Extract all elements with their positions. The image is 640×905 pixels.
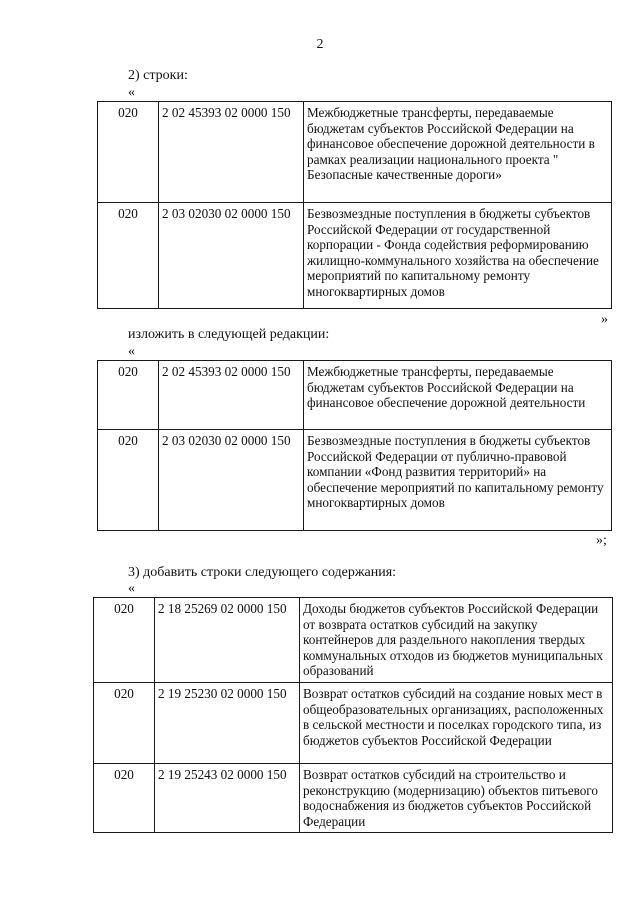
row-kbk: 2 19 25230 02 0000 150 xyxy=(155,682,300,763)
table-row xyxy=(94,598,613,683)
row-text: Возврат остатков субсидий на создание новых мест в общеобразовательных организациях, расположенных в сельской местности и поселках городского типа, из бюджетов субъектов Российской Федерации xyxy=(300,682,613,763)
row-text: Межбюджетные трансферты, передаваемые бюджетам субъектов Российской Федерации на финансовое обеспечение дорожной деятельности xyxy=(304,361,612,430)
section3-heading: 3) добавить строки следующего содержания: xyxy=(128,565,397,580)
row-kbk: 2 03 02030 02 0000 150 xyxy=(159,430,304,531)
new-wording-open-quote: « xyxy=(128,344,135,359)
table-row xyxy=(98,102,612,203)
row-kbk: 2 18 25269 02 0000 150 xyxy=(155,598,300,683)
row-code: 020 xyxy=(98,430,159,531)
section2-table xyxy=(97,101,612,309)
row-text: Межбюджетные трансферты, передаваемые бюджетам субъектов Российской Федерации на финансовое обеспечение дорожной деятельности в рамках реализации национального проекта " Безопасные качественные дороги» xyxy=(304,102,612,203)
section2-close-quote: » xyxy=(601,312,608,327)
table-row xyxy=(98,361,612,430)
page-number: 2 xyxy=(316,37,324,52)
row-code: 020 xyxy=(94,598,155,683)
row-code: 020 xyxy=(94,763,155,832)
section2-open-quote: « xyxy=(128,85,135,100)
row-text: Безвозмездные поступления в бюджеты субъектов Российской Федерации от государственной корпорации - Фонда содействия реформированию жилищно-коммунального хозяйства на обеспечение мероприятий по капитальному ремонту многоквартирных домов xyxy=(304,203,612,309)
row-kbk: 2 19 25243 02 0000 150 xyxy=(155,763,300,832)
row-text: Доходы бюджетов субъектов Российской Федерации от возврата остатков субсидий на закупку контейнеров для раздельного накопления твердых коммунальных отходов из бюджетов муниципальных образований xyxy=(300,598,613,683)
row-text: Безвозмездные поступления в бюджеты субъектов Российской Федерации от публично-правовой компании «Фонд развития территорий» на обеспечение мероприятий по капитальному ремонту многоквартирных домов xyxy=(304,430,612,531)
new-wording-table xyxy=(97,360,612,531)
row-code: 020 xyxy=(98,102,159,203)
row-kbk: 2 03 02030 02 0000 150 xyxy=(159,203,304,309)
section3-table xyxy=(93,597,613,833)
new-wording-heading: изложить в следующей редакции: xyxy=(128,327,330,342)
row-text: Возврат остатков субсидий на строительство и реконструкцию (модернизацию) объектов питьевого водоснабжения из бюджетов субъектов Российской Федерации xyxy=(300,763,613,832)
row-code: 020 xyxy=(94,682,155,763)
table-row xyxy=(98,430,612,531)
table-row xyxy=(98,203,612,309)
row-kbk: 2 02 45393 02 0000 150 xyxy=(159,102,304,203)
row-code: 020 xyxy=(98,361,159,430)
row-code: 020 xyxy=(98,203,159,309)
table-row xyxy=(94,763,613,832)
section3-open-quote: « xyxy=(128,581,135,596)
new-wording-close-quote: »; xyxy=(596,533,607,548)
row-kbk: 2 02 45393 02 0000 150 xyxy=(159,361,304,430)
table-row xyxy=(94,682,613,763)
section2-heading: 2) строки: xyxy=(128,68,188,83)
